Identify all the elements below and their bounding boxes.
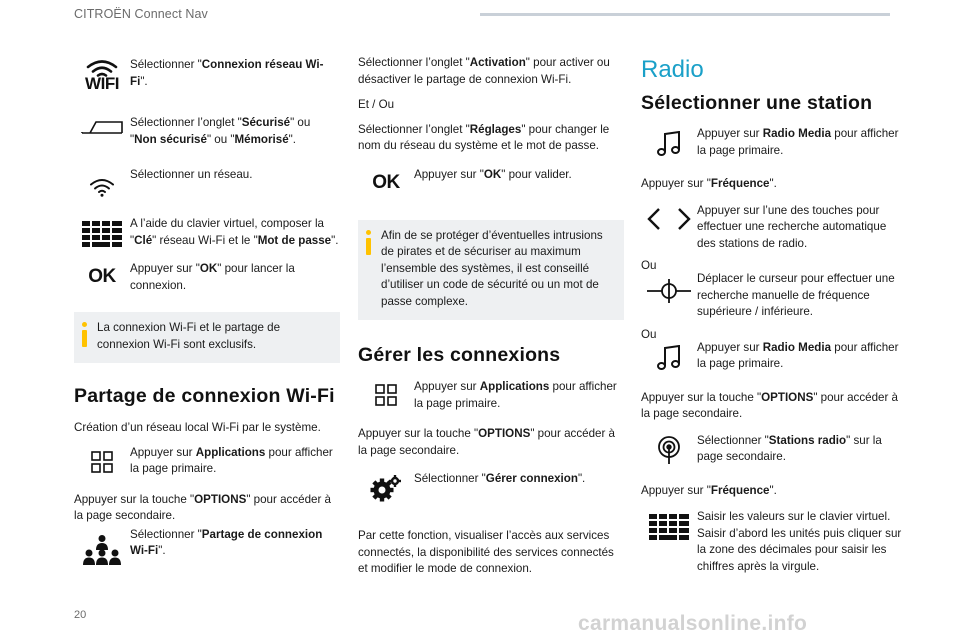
step-text: Sélectionner "Connexion réseau Wi-Fi". (130, 58, 324, 88)
step-text: Appuyer sur "OK" pour valider. (414, 167, 572, 181)
chevrons-icon (641, 203, 697, 231)
step-enter-values (641, 509, 903, 575)
ou-text: Ou (641, 327, 657, 341)
users-icon (74, 527, 130, 565)
step-partage (74, 527, 340, 565)
ok-icon: OK (372, 171, 400, 193)
watermark: carmanualsonline.info (578, 612, 808, 635)
fonction-text: Par cette fonction, visualiser l’accès aux services connectés, la disponibilité des services connectés et modifier le mode de connexion. (358, 529, 614, 575)
step-stations-radio (641, 433, 903, 466)
step-radio-media (641, 126, 903, 159)
radio-station-icon (641, 433, 697, 465)
frequence-text: Appuyer sur "Fréquence". (641, 177, 777, 190)
info-note (358, 220, 624, 321)
step-radio-media-2 (641, 340, 903, 373)
tab-icon (74, 115, 130, 134)
apps-icon (358, 379, 414, 406)
step-applications (358, 379, 624, 412)
step-text: Sélectionner "Gérer connexion". (414, 472, 586, 485)
et-ou-text: Et / Ou (358, 98, 395, 111)
keyboard-icon (641, 509, 697, 540)
step-select-network (74, 167, 340, 197)
step-gerer-connexion (358, 471, 624, 503)
step-text: Sélectionner "Stations radio" sur la page secondaire. (697, 433, 882, 463)
options-text: Appuyer sur la touche "OPTIONS" pour accéder à la page secondaire. (641, 390, 898, 420)
column-1 (74, 55, 340, 565)
step-text: Saisir les valeurs sur le clavier virtuel. Saisir d’abord les unités puis cliquer sur la zone des décimales pour saisir les chiffres après la virgule. (697, 510, 902, 573)
step-text: Sélectionner l’onglet "Sécurisé" ou "Non sécurisé" ou "Mémorisé". (130, 116, 311, 146)
header-title: CITROËN Connect Nav (74, 7, 208, 21)
step-text: Appuyer sur l’une des touches pour effectuer une recherche automatique des stations de radio. (697, 203, 887, 250)
column-2 (358, 55, 624, 578)
note-text: Afin de se protéger d’éventuelles intrusions de pirates et de sécuriser au maximum l’ensemble des systèmes, il est conseillé d’utiliser un code de sécurité ou un mot de passe complexe. (381, 228, 603, 308)
step-text: Appuyer sur Applications pour afficher la page primaire. (414, 380, 617, 410)
step-applications (74, 445, 340, 478)
intro-text: Création d’un réseau local Wi-Fi par le système. (74, 421, 321, 434)
music-note-icon (641, 340, 697, 371)
info-icon (366, 228, 371, 311)
frequence-text: Appuyer sur "Fréquence". (641, 483, 777, 497)
step-text: Appuyer sur Applications pour afficher la page primaire. (130, 445, 333, 475)
wifi-label-icon (74, 57, 130, 91)
ok-icon: OK (88, 266, 116, 287)
step-text: Déplacer le curseur pour effectuer une recherche manuelle de fréquence supérieure / inférieure. (697, 272, 895, 318)
step-auto-search (641, 203, 903, 253)
wifi-icon (74, 167, 130, 197)
step-connexion-wifi (74, 57, 340, 91)
step-enter-key (74, 216, 340, 249)
step-ok-validate (358, 167, 624, 194)
note-text: La connexion Wi-Fi et le partage de connexion Wi-Fi sont exclusifs. (97, 321, 281, 351)
keyboard-icon (74, 216, 130, 247)
apps-icon (74, 445, 130, 473)
activation-text: Sélectionner l’onglet "Activation" pour activer ou désactiver le partage de connexion Wi-Fi. (358, 56, 610, 86)
options-text: Appuyer sur la touche "OPTIONS" pour accéder à la page secondaire. (358, 427, 615, 457)
section-title: Sélectionner une station (641, 92, 873, 114)
step-text: Sélectionner "Partage de connexion Wi-Fi". (130, 527, 323, 557)
header-bar (480, 13, 890, 16)
options-text: Appuyer sur la touche "OPTIONS" pour accéder à la page secondaire. (74, 492, 331, 522)
step-text: Appuyer sur Radio Media pour afficher la page primaire. (697, 127, 899, 157)
step-text: A l’aide du clavier virtuel, composer la "Clé" réseau Wi-Fi et le "Mot de passe". (130, 217, 339, 247)
section-title: Gérer les connexions (358, 344, 561, 366)
ou-text: Ou (641, 259, 657, 272)
wifi-label-text: WIFI (85, 74, 119, 93)
step-manual-search (641, 271, 903, 321)
music-note-icon (641, 126, 697, 157)
gears-icon (358, 471, 414, 503)
step-text: Sélectionner un réseau. (130, 168, 253, 181)
info-icon (82, 320, 87, 353)
page-title: Radio (641, 56, 704, 83)
step-select-tab (74, 115, 340, 148)
page-number: 20 (74, 609, 87, 621)
section-title: Partage de connexion Wi-Fi (74, 385, 335, 407)
step-text: Appuyer sur Radio Media pour afficher la page primaire. (697, 340, 899, 370)
step-text: Appuyer sur "OK" pour lancer la connexion. (130, 262, 295, 292)
slider-cursor-icon (641, 271, 697, 304)
column-3 (641, 55, 903, 575)
info-note (74, 312, 340, 363)
step-ok-connect (74, 261, 340, 294)
reglages-text: Sélectionner l’onglet "Réglages" pour changer le nom du réseau du système et le mot de passe. (358, 122, 610, 152)
